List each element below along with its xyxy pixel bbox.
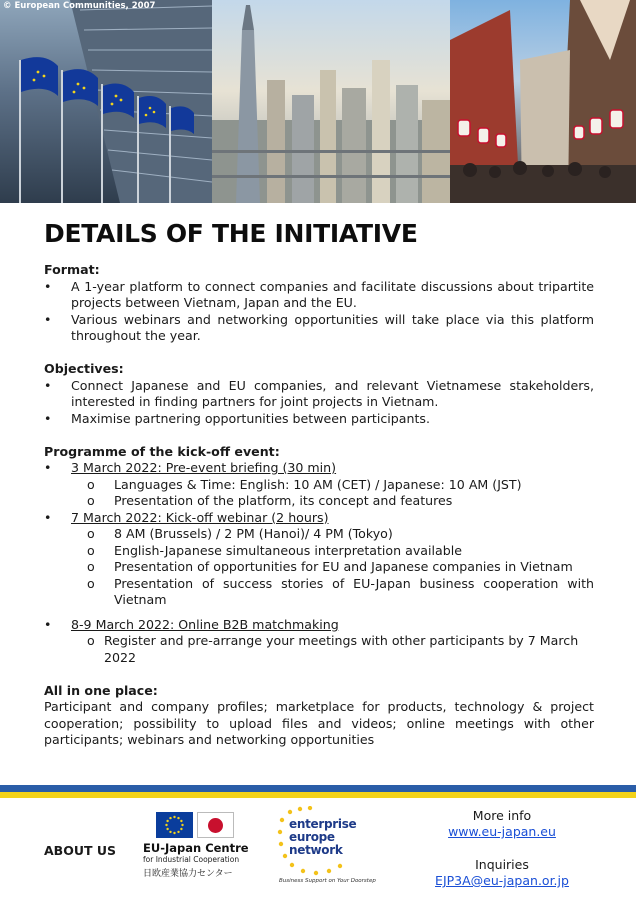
programme-event-title: • 8-9 March 2022: Online B2B matchmaking	[44, 617, 594, 634]
format-item: • A 1-year platform to connect companies and facilitate discussions about tripartite projects between Vietnam, Japan and the EU.	[44, 279, 594, 312]
spacer	[420, 840, 584, 857]
objectives-item: • Maximise partnering opportunities between participants.	[44, 411, 594, 428]
eu-japan-centre-logo	[143, 812, 253, 879]
een-tagline: Business Support on Your Doorstep	[279, 878, 376, 884]
banner-photo-vietnam-city	[212, 0, 450, 203]
format-heading: Format:	[44, 262, 100, 277]
banner-photo-eu-flags	[0, 0, 212, 203]
contact-info	[420, 808, 584, 889]
programme-event-item: o Presentation of the platform, its concept and features	[44, 493, 594, 510]
page-title: DETAILS OF THE INITIATIVE	[44, 219, 418, 248]
header-banner	[0, 0, 636, 203]
programme-event-item: o English-Japanese simultaneous interpretation available	[44, 543, 594, 560]
initiative-details	[44, 262, 594, 765]
programme-event-item: o Register and pre-arrange your meetings with other participants by 7 March 2022	[44, 633, 594, 666]
website-link[interactable]: www.eu-japan.eu	[448, 824, 556, 839]
eu-flag-icon	[156, 812, 193, 838]
programme-event-item: o Languages & Time: English: 10 AM (CET) / Japanese: 10 AM (JST)	[44, 477, 594, 494]
footer-stripe-blue	[0, 785, 636, 792]
email-link[interactable]: EJP3A@eu-japan.or.jp	[435, 873, 569, 888]
programme-heading: Programme of the kick-off event:	[44, 443, 280, 459]
ejc-japanese-name: 日欧産業協力センター	[143, 869, 233, 879]
programme-event-item: o Presentation of success stories of EU-Japan business cooperation with Vietnam	[44, 576, 594, 609]
programme-event-title: • 7 March 2022: Kick-off webinar (2 hours)	[44, 510, 594, 527]
all-in-one-section	[44, 683, 594, 749]
all-in-one-heading: All in one place:	[44, 682, 158, 698]
ejc-subtitle: for Industrial Cooperation	[143, 855, 240, 864]
footer-stripe-yellow	[0, 792, 636, 798]
programme-event-item: o 8 AM (Brussels) / 2 PM (Hanoi)/ 4 PM (Tokyo)	[44, 526, 594, 543]
enterprise-europe-network-logo	[276, 806, 376, 888]
programme-event-item: o Presentation of opportunities for EU and Japanese companies in Vietnam	[44, 559, 594, 576]
japan-flag-icon	[197, 812, 234, 838]
objectives-section	[44, 361, 594, 427]
more-info-label: More info	[472, 808, 532, 823]
about-us-label: ABOUT US	[44, 843, 117, 858]
format-section	[44, 262, 594, 345]
ejc-flags	[156, 812, 253, 838]
programme-section	[44, 444, 594, 667]
banner-photo-japan-street	[450, 0, 636, 203]
inquiries-label: Inquiries	[475, 857, 529, 872]
objectives-item: • Connect Japanese and EU companies, and relevant Vietnamese stakeholders, interested in finding partners for joint projects in Vietnam.	[44, 378, 594, 411]
format-item: • Various webinars and networking opportunities will take place via this platform throughout the year.	[44, 312, 594, 345]
een-name: enterprise europe network	[289, 817, 357, 857]
photo-credit: © European Communities, 2007	[3, 1, 156, 11]
all-in-one-text: Participant and company profiles; marketplace for products, technology & project cooperation; possibility to upload files and videos; online meetings with other participants; webinars and networking opportunities	[44, 699, 594, 747]
ejc-name: EU-Japan Centre	[143, 841, 249, 855]
programme-event-title: • 3 March 2022: Pre-event briefing (30 min)	[44, 460, 594, 477]
objectives-heading: Objectives:	[44, 361, 124, 376]
